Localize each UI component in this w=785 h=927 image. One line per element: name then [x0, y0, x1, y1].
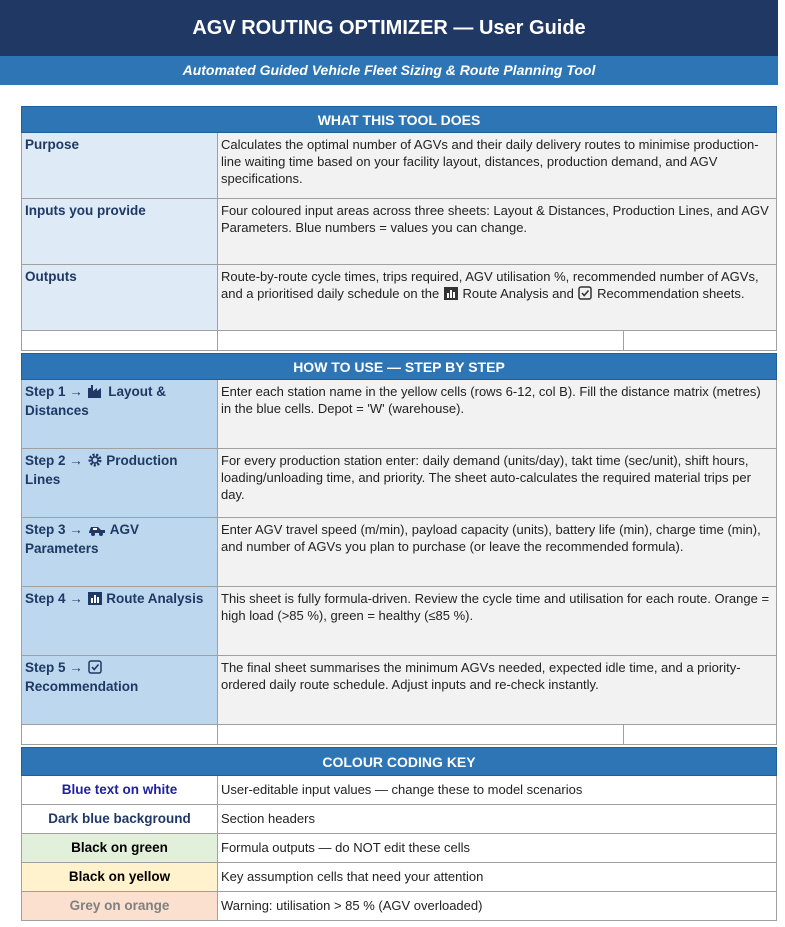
step-label[interactable] [22, 518, 218, 586]
row-value[interactable]: Calculates the optimal number of AGVs and their daily delivery routes to minimise production-line waiting time based on your facility layout, distances, production demand, and AGV specifications. [218, 133, 776, 198]
row-value[interactable] [218, 265, 776, 330]
chart-icon [88, 592, 102, 609]
row-label[interactable]: Inputs you provide [22, 199, 218, 264]
outputs-text-b: Route Analysis and [462, 286, 574, 301]
step-title: Layout & Distances [25, 384, 167, 418]
step-description[interactable]: Enter AGV travel speed (m/min), payload capacity (units), battery life (min), charge time (min), and number of AGVs you plan to purchase (or leave the recommended formula). [218, 518, 776, 586]
step-description[interactable]: Enter each station name in the yellow cells (rows 6-12, col B). Fill the distance matrix (metres) in the blue cells. Depot = 'W' (warehouse). [218, 380, 776, 448]
table-row [21, 265, 777, 331]
key-label[interactable]: Black on yellow [22, 863, 218, 891]
empty-row [21, 331, 777, 351]
step-label[interactable] [22, 380, 218, 448]
row-label[interactable]: Purpose [22, 133, 218, 198]
key-label[interactable]: Blue text on white [22, 776, 218, 804]
table-row [21, 133, 777, 199]
outputs-text-c: Recommendation sheets. [597, 286, 745, 301]
step-description[interactable]: For every production station enter: daily demand (units/day), takt time (sec/unit), shift hours, loading/unloading time, and priority. The sheet auto-calculates the required material trips per day. [218, 449, 776, 517]
step-number: Step 1 → [25, 384, 83, 399]
step-label[interactable] [22, 449, 218, 517]
empty-row [21, 725, 777, 745]
chart-icon [444, 287, 458, 304]
table-row [21, 449, 777, 518]
section-colour-coding-key [21, 747, 777, 921]
table-row [21, 518, 777, 587]
key-label[interactable]: Dark blue background [22, 805, 218, 833]
step-title: AGV Parameters [25, 522, 140, 556]
section-what-this-tool-does [21, 106, 777, 351]
row-label[interactable]: Outputs [22, 265, 218, 330]
section-header: HOW TO USE — STEP BY STEP [21, 353, 777, 380]
checkbox-icon [578, 286, 592, 304]
outputs-text-a: Route-by-route cycle times, trips required, AGV utilisation %, recommended number of AGVs, and a prioritised daily schedule on the [221, 269, 759, 301]
gear-icon [88, 453, 102, 471]
table-row [21, 805, 777, 834]
factory-icon [88, 385, 104, 402]
step-number: Step 2 → [25, 453, 83, 468]
key-description[interactable]: Section headers [218, 805, 776, 833]
step-number: Step 5 → [25, 660, 83, 675]
row-value[interactable]: Four coloured input areas across three sheets: Layout & Distances, Production Lines, and AGV Parameters. Blue numbers = values you can change. [218, 199, 776, 264]
table-row [21, 587, 777, 656]
section-header: WHAT THIS TOOL DOES [21, 106, 777, 133]
table-row [21, 892, 777, 921]
step-number: Step 4 → [25, 591, 83, 606]
page-title: AGV ROUTING OPTIMIZER — User Guide [0, 0, 778, 56]
key-label[interactable]: Black on green [22, 834, 218, 862]
vehicle-icon [88, 523, 106, 540]
key-description[interactable]: Formula outputs — do NOT edit these cells [218, 834, 776, 862]
step-description[interactable]: This sheet is fully formula-driven. Review the cycle time and utilisation for each route. Orange = high load (>85 %), green = healthy (≤85 %). [218, 587, 776, 655]
checkbox-icon [88, 660, 102, 678]
section-how-to-use [21, 353, 777, 745]
table-row [21, 656, 777, 725]
step-title: Production Lines [25, 453, 178, 487]
key-label[interactable]: Grey on orange [22, 892, 218, 920]
table-row [21, 380, 777, 449]
table-row [21, 863, 777, 892]
step-label[interactable] [22, 587, 218, 655]
key-description[interactable]: Warning: utilisation > 85 % (AGV overloaded) [218, 892, 776, 920]
page-subtitle: Automated Guided Vehicle Fleet Sizing & Route Planning Tool [0, 56, 778, 85]
step-title: Route Analysis [106, 591, 204, 606]
key-description[interactable]: Key assumption cells that need your attention [218, 863, 776, 891]
step-label[interactable] [22, 656, 218, 724]
step-title: Recommendation [25, 679, 139, 694]
step-number: Step 3 → [25, 522, 83, 537]
section-header: COLOUR CODING KEY [21, 747, 777, 776]
key-description[interactable]: User-editable input values — change these to model scenarios [218, 776, 776, 804]
table-row [21, 834, 777, 863]
table-row [21, 776, 777, 805]
table-row [21, 199, 777, 265]
step-description[interactable]: The final sheet summarises the minimum AGVs needed, expected idle time, and a priority-ordered daily route schedule. Adjust inputs and re-check instantly. [218, 656, 776, 724]
